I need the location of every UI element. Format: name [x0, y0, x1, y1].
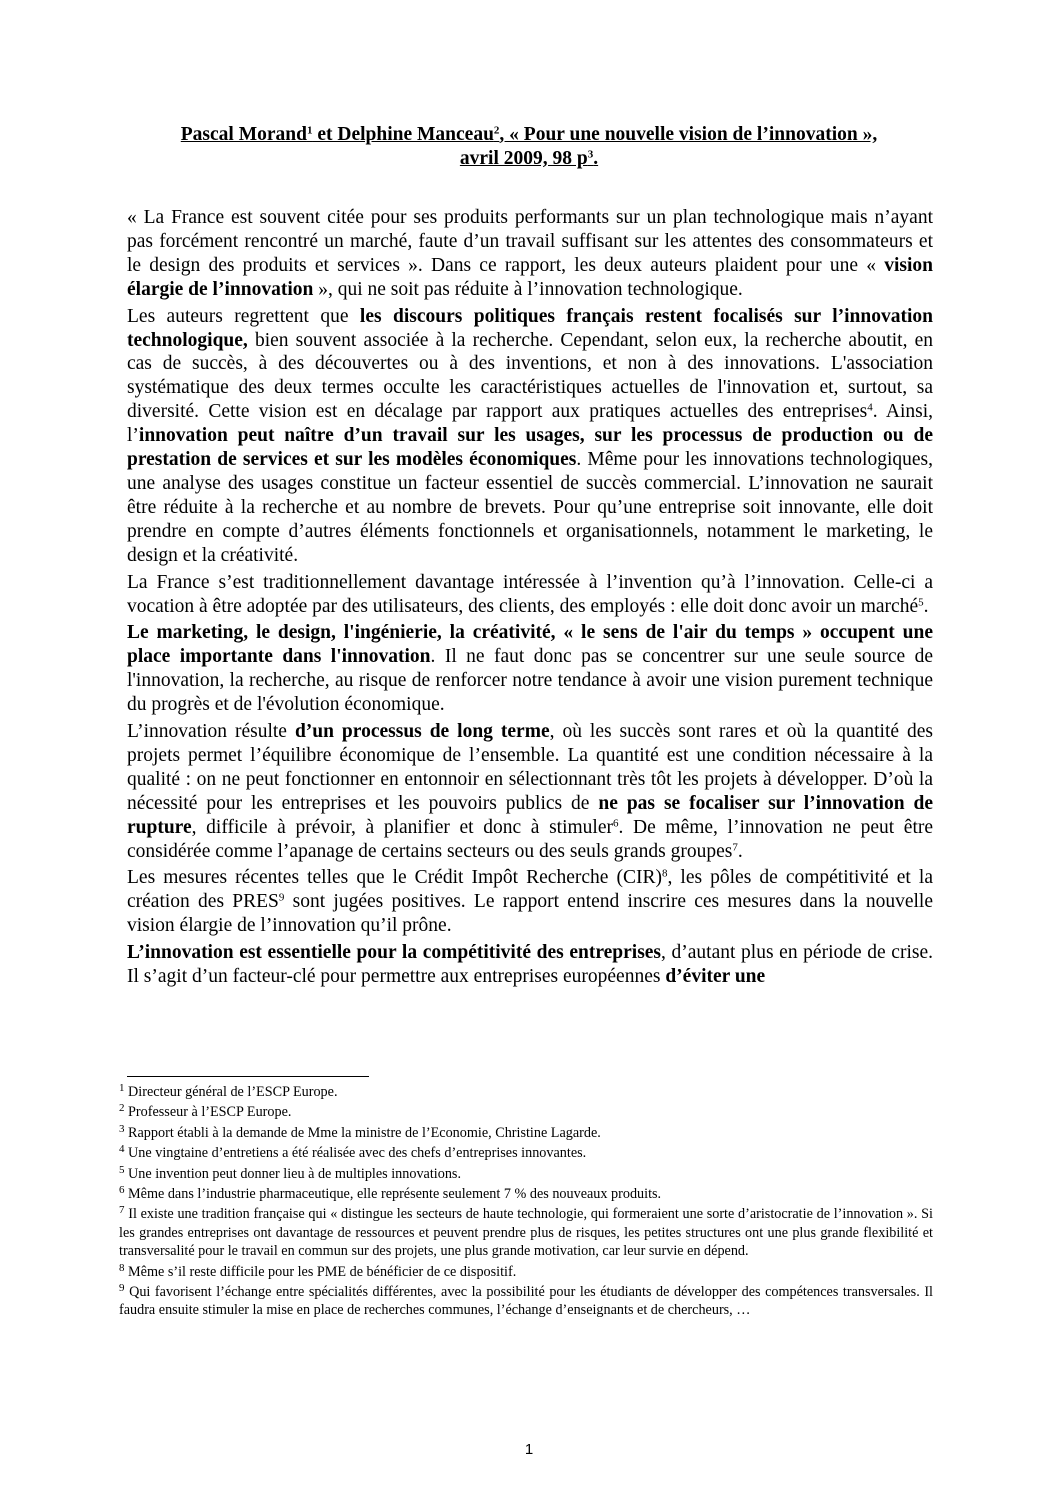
bold-text: d’un processus de long terme [294, 721, 550, 743]
footnote [119, 1103, 933, 1121]
footnote-ref: 3 [587, 148, 594, 161]
footnote-number: 8 [119, 1261, 125, 1274]
text-run: . [923, 595, 929, 617]
page-number: 1 [524, 1441, 534, 1458]
footnote [119, 1124, 933, 1142]
paragraph [127, 621, 933, 717]
footnote-number: 9 [119, 1282, 125, 1295]
footnote-number: 6 [119, 1184, 125, 1197]
text-run: . [737, 840, 743, 862]
footnote-number: 2 [119, 1102, 125, 1115]
footnote [119, 1083, 933, 1101]
footnote-text: Une vingtaine d’entretiens a été réalisée avec des chefs d’entreprises innovantes. [124, 1145, 587, 1162]
footnote [119, 1283, 933, 1320]
title-text: avril 2009, 98 p [459, 148, 588, 169]
title-text: . [593, 148, 599, 169]
footnote-text: Rapport établi à la demande de Mme la ministre de l’Economie, Christine Lagarde. [124, 1124, 601, 1141]
title-text: et Delphine Manceau [312, 124, 494, 145]
footnote [119, 1205, 933, 1260]
footnote-ref: 7 [732, 840, 738, 853]
footnote-text: Professeur à l’ESCP Europe. [124, 1104, 292, 1121]
text-run: sont jugées positives. Le rapport entend inscrire ces mesures dans la nouvelle vision élargie de l’innovation qu’il prône. [127, 891, 933, 937]
paragraph [127, 941, 933, 989]
text-run: bien souvent associée à la recherche. Cependant, selon eux, la recherche aboutit, en cas de succès, à des découvertes ou à des inventions, et non à des innovations. L'association systématique des deux termes occulte les caractéristiques actuelles de l'innovation et, surtout, sa diversité. Cette vision est en décalage par rapport aux pratiques actuelles des entreprises [127, 329, 933, 423]
footnote-ref: 9 [278, 891, 285, 904]
body-text [127, 206, 933, 992]
text-run: Les auteurs regrettent que [127, 305, 360, 327]
text-run: , d’autant plus en période de crise. Il s’agit d’un facteur-clé pour permettre aux entreprises européennes [127, 942, 933, 988]
document-title [100, 123, 958, 171]
paragraph [127, 866, 933, 938]
footnote-text: Il existe une tradition française qui « distingue les secteurs de haute technologie, qui formeraient une sorte d’aristocratie de l’innovation ». Si les grandes entreprises ont davantage de ressources et peuvent prendre plus de risques, les petites structures ont une plus grande flexibilité et transversalité pour le travail en commun sur des projets, une plus grande motivation, car leur survie en dépend. [119, 1206, 933, 1260]
footnote-number: 1 [119, 1082, 125, 1095]
bold-text: L’innovation est essentielle pour la compétitivité des entreprises [127, 942, 662, 964]
text-run: . Même pour les innovations technologiques, une analyse des usages constitue un facteur essentiel de succès commercial. L’innovation ne saurait être réduite à la recherche et au nombre de brevets. Pour qu’une entreprise soit innovante, elle doit prendre en compte d’autres éléments fonctionnels et organisationnels, notamment le marketing, le design et la créativité. [127, 449, 934, 566]
title-text: , « Pour une nouvelle vision de l’innovation », [499, 124, 878, 145]
footnote-separator [127, 1076, 369, 1077]
footnote-text: Même s’il reste difficile pour les PME de bénéficier de ce dispositif. [124, 1263, 517, 1280]
text-run: « La France est souvent citée pour ses produits performants sur un plan technologique mais n’ayant pas forcément rencontré un marché, faute d’un travail suffisant sur les attentes des consommateurs et le design des produits et services ». Dans ce rapport, les deux auteurs plaident pour une « [127, 207, 933, 276]
text-run: L’innovation résulte [127, 721, 295, 743]
bold-text: vision élargie de l’innovation [127, 254, 933, 300]
text-run: Les mesures récentes telles que le Crédit Impôt Recherche (CIR) [127, 867, 662, 889]
text-run: . Ainsi, l’ [127, 401, 933, 447]
text-run: », qui ne soit pas réduite à l’innovation technologique. [313, 278, 743, 300]
footnote [119, 1263, 933, 1281]
footnote-number: 7 [119, 1204, 125, 1217]
bold-text: innovation peut naître d’un travail sur les usages, sur les processus de production ou de prestation de services et sur les modèles économiques [127, 425, 933, 471]
footnote-text: Directeur général de l’ESCP Europe. [124, 1084, 338, 1100]
title-text: Pascal Morand [180, 124, 307, 145]
footnote-ref: 1 [306, 124, 313, 137]
bold-text: les discours politiques français restent focalisés sur l’innovation technologique, [127, 305, 933, 351]
text-run: La France s’est traditionnellement davantage intéressée à l’invention qu’à l’innovation. Celle-ci a vocation à être adoptée par des utilisateurs, des clients, des employés : elle doit donc avoir un marché [127, 571, 933, 617]
footnote-number: 3 [119, 1122, 125, 1135]
bold-text: d’éviter une [665, 966, 766, 988]
footnote-number: 4 [119, 1143, 125, 1156]
footnote-number: 5 [119, 1163, 125, 1176]
bold-text: Le marketing, le design, l'ingénierie, la créativité, « le sens de l'air du temps » occupent une place importante dans l'innovation [127, 622, 933, 668]
footnote-ref: 6 [613, 817, 619, 830]
footnote [119, 1165, 933, 1183]
text-run: , les pôles de compétitivité et la création des PRES [127, 867, 933, 913]
paragraph [127, 305, 933, 568]
footnote [119, 1144, 933, 1162]
text-run: , où les succès sont rares et où la quantité des projets permet l’équilibre économique de l’ensemble. La quantité est une condition nécessaire à la qualité : on ne peut fonctionner en entonnoir en sélectionnant très tôt les projets à développer. D’où la nécessité pour les entreprises et les pouvoirs publics de [127, 721, 934, 814]
footnote-ref: 5 [918, 595, 924, 608]
footnote-text: Même dans l’industrie pharmaceutique, elle représente seulement 7 % des nouveaux produits. [124, 1186, 662, 1203]
footnote-ref: 4 [867, 401, 873, 414]
footnote-ref: 8 [661, 867, 668, 880]
paragraph [127, 571, 933, 619]
paragraph [127, 206, 933, 302]
paragraph [127, 720, 933, 863]
footnote-text: Une invention peut donner lieu à de multiples innovations. [124, 1165, 461, 1182]
footnote [119, 1185, 933, 1203]
bold-text: ne pas se focaliser sur l’innovation de rupture [127, 792, 933, 838]
footnotes [119, 1083, 933, 1322]
text-run: . De même, l’innovation ne peut être considérée comme l’apanage de certains secteurs ou des seuls grands groupes [127, 816, 934, 862]
footnote-ref: 2 [493, 124, 500, 137]
text-run: , difficile à prévoir, à planifier et donc à stimuler [191, 816, 613, 838]
text-run: . Il ne faut donc pas se concentrer sur une seule source de l'innovation, la recherche, au risque de renforcer notre tendance à avoir une vision purement technique du progrès et de l'évolution économique. [127, 646, 934, 716]
footnote-text: Qui favorisent l’échange entre spécialités différentes, avec la possibilité pour les étudiants de développer des compétences transversales. Il faudra ensuite stimuler la mise en place de recherches communes, l’échange d’enseignants et de chercheurs, … [119, 1284, 933, 1319]
